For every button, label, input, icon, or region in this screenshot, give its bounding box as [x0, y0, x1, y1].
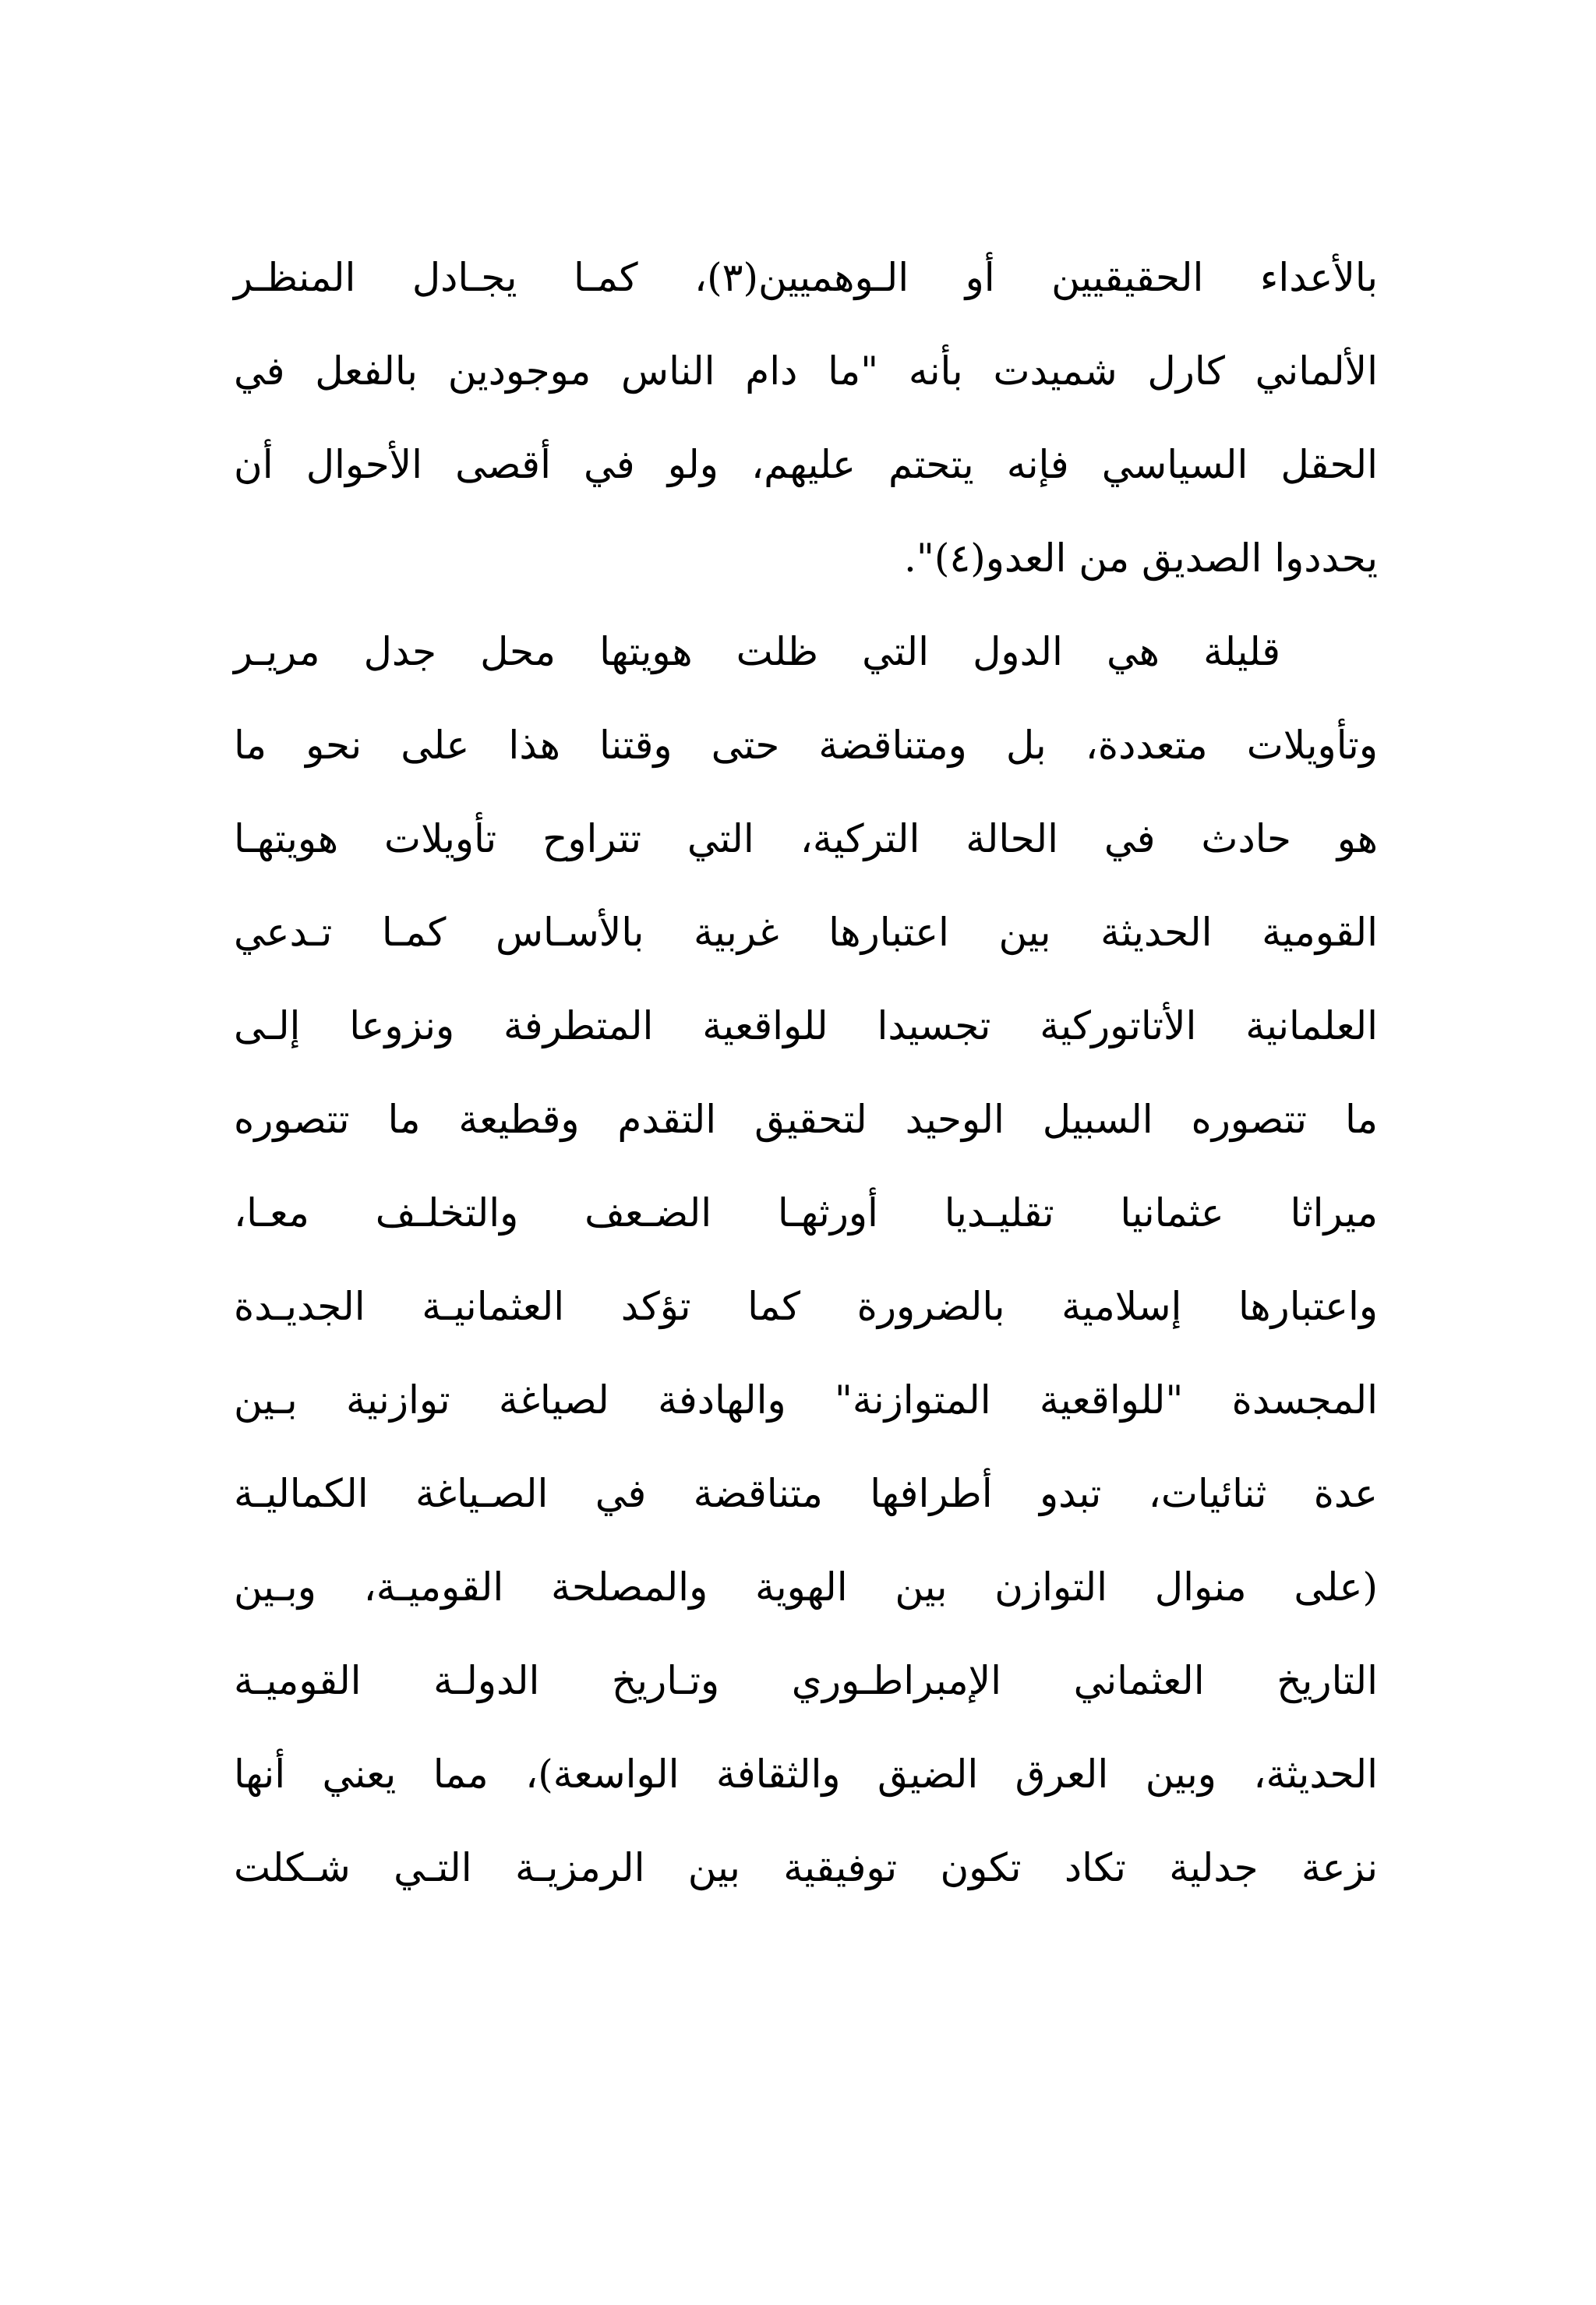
text-line: التاريخ العثماني الإمبراطـوري وتـاريخ الدولـة القوميـة — [234, 1658, 1378, 1703]
text-line: نزعة جدلية تكاد تكون توفيقية بين الرمزيـة التـي شـكلت — [234, 1845, 1378, 1890]
paragraph-2 — [234, 605, 1378, 1914]
paragraph-1 — [234, 231, 1378, 605]
text-line: هو حادث في الحالة التركية، التي تتراوح تأويلات هويتهـا — [234, 816, 1378, 861]
text-line: واعتبارها إسلامية بالضرورة كما تؤكد العثمانيـة الجديـدة — [234, 1284, 1378, 1329]
text-line: الألماني كارل شميدت بأنه "ما دام الناس موجودين بالفعل في — [234, 348, 1378, 394]
text-line: بالأعداء الحقيقيين أو الـوهميين(٣)، كمـا يجـادل المنظـر — [234, 255, 1378, 300]
text-line: قليلة هي الدول التي ظلت هويتها محل جدل مريـر — [234, 629, 1280, 674]
text-line: القومية الحديثة بين اعتبارها غربية بالأسـاس كمـا تـدعي — [234, 910, 1378, 955]
text-line: وتأويلات متعددة، بل ومتناقضة حتى وقتنا هذا على نحو ما — [234, 723, 1378, 768]
text-line: ما تتصوره السبيل الوحيد لتحقيق التقدم وقطيعة ما تتصوره — [234, 1097, 1378, 1142]
text-line: (على منوال التوازن بين الهوية والمصلحة القوميـة، وبـين — [234, 1564, 1378, 1610]
text-line: الحديثة، وبين العرق الضيق والثقافة الواسعة)، مما يعني أنها — [234, 1752, 1378, 1797]
text-line: عدة ثنائيات، تبدو أطرافها متناقضة في الصـياغة الكماليـة — [234, 1471, 1378, 1516]
text-line: يحددوا الصديق من العدو(٤)". — [903, 536, 1378, 581]
text-line: المجسدة "للواقعية المتوازنة" والهادفة لصياغة توازنية بـين — [234, 1377, 1378, 1423]
text-line: الحقل السياسي فإنه يتحتم عليهم، ولو في أقصى الأحوال أن — [234, 442, 1378, 487]
text-line: ميراثا عثمانيا تقليـديا أورثهـا الضـعف والتخلـف معـا، — [234, 1190, 1378, 1236]
text-line: العلمانية الأتاتوركية تجسيدا للواقعية المتطرفة ونزوعا إلـى — [234, 1003, 1378, 1048]
body-text — [234, 231, 1378, 1914]
